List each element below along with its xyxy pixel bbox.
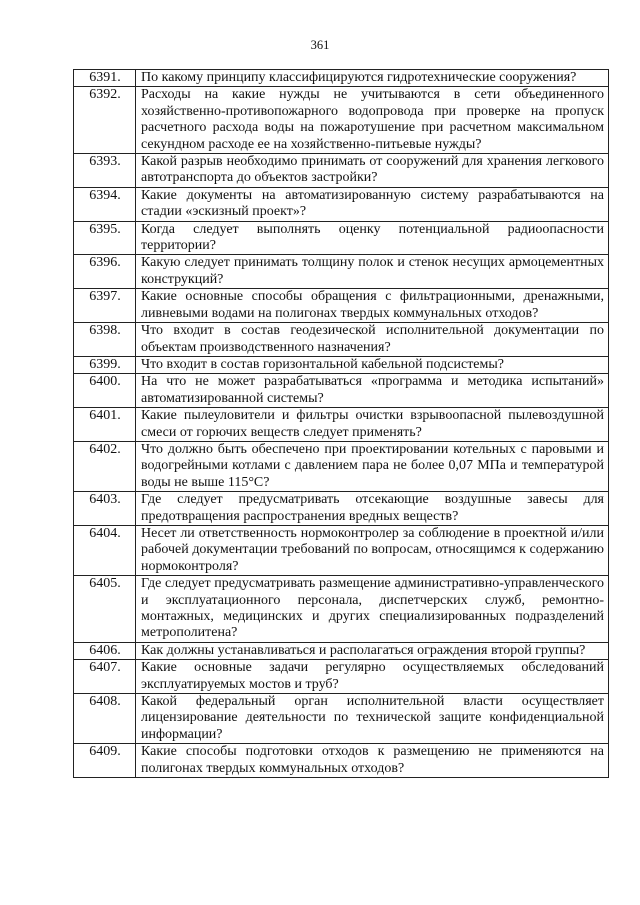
question-text: Расходы на какие нужды не учитываются в сети объединенного хозяйственно-противопожарного водопровода при проверке на пропуск расчетного расхода воды на пожаротушение при расчетном максимальном секундном расходе ее на хозяйственно-питьевые нужды? (136, 87, 609, 154)
question-row (74, 323, 609, 357)
question-row (74, 408, 609, 442)
question-number: 6409. (74, 744, 136, 778)
question-text: Как должны устанавливаться и располагаться ограждения второй группы? (136, 642, 609, 659)
question-text: Где следует предусматривать отсекающие воздушные завесы для предотвращения распространения вредных веществ? (136, 492, 609, 526)
question-text: Что должно быть обеспечено при проектировании котельных с паровыми и водогрейными котлами с давлением пара не более 0,07 МПа и температурой воды не выше 115°С? (136, 441, 609, 491)
question-number: 6403. (74, 492, 136, 526)
question-text: Какие способы подготовки отходов к размещению не применяются на полигонах твердых коммунальных отходов? (136, 744, 609, 778)
question-number: 6408. (74, 694, 136, 744)
questions-table (73, 69, 609, 778)
question-text: По какому принципу классифицируются гидротехнические сооружения? (136, 70, 609, 87)
question-number: 6401. (74, 408, 136, 442)
question-row (74, 492, 609, 526)
question-row (74, 694, 609, 744)
question-row (74, 154, 609, 188)
question-text: Какие пылеуловители и фильтры очистки взрывоопасной пылевоздушной смеси от горючих веществ следует применять? (136, 408, 609, 442)
question-number: 6407. (74, 660, 136, 694)
question-text: Что входит в состав геодезической исполнительной документации по объектам производственного назначения? (136, 323, 609, 357)
question-text: Какой разрыв необходимо принимать от сооружений для хранения легкового автотранспорта до объектов застройки? (136, 154, 609, 188)
question-number: 6400. (74, 374, 136, 408)
question-text: Какую следует принимать толщину полок и стенок несущих армоцементных конструкций? (136, 255, 609, 289)
question-text: Несет ли ответственность нормоконтролер за соблюдение в проектной и/или рабочей документации требований по вопросам, относящимся к содержанию нормоконтроля? (136, 525, 609, 575)
question-row (74, 255, 609, 289)
question-number: 6396. (74, 255, 136, 289)
question-number: 6394. (74, 187, 136, 221)
question-text: Где следует предусматривать размещение административно-управленческого и эксплуатационного персонала, диспетчерских служб, ремонтно-монтажных, медицинских и других специализированных подразделений метрополитена? (136, 576, 609, 643)
question-row (74, 642, 609, 659)
question-number: 6399. (74, 356, 136, 373)
question-text: На что не может разрабатываться «программа и методика испытаний» автоматизированной системы? (136, 374, 609, 408)
question-row (74, 221, 609, 255)
question-number: 6402. (74, 441, 136, 491)
question-number: 6393. (74, 154, 136, 188)
question-text: Какие основные задачи регулярно осуществляемых обследований эксплуатируемых мостов и труб? (136, 660, 609, 694)
question-row (74, 660, 609, 694)
question-number: 6406. (74, 642, 136, 659)
question-text: Что входит в состав горизонтальной кабельной подсистемы? (136, 356, 609, 373)
question-row (74, 87, 609, 154)
question-number: 6398. (74, 323, 136, 357)
question-text: Какой федеральный орган исполнительной власти осуществляет лицензирование деятельности по технической защите конфиденциальной информации? (136, 694, 609, 744)
question-text: Когда следует выполнять оценку потенциальной радиоопасности территории? (136, 221, 609, 255)
question-number: 6397. (74, 289, 136, 323)
question-row (74, 525, 609, 575)
question-row (74, 744, 609, 778)
question-row (74, 187, 609, 221)
question-row (74, 70, 609, 87)
question-row (74, 576, 609, 643)
question-text: Какие документы на автоматизированную систему разрабатываются на стадии «эскизный проект»? (136, 187, 609, 221)
question-number: 6391. (74, 70, 136, 87)
question-number: 6392. (74, 87, 136, 154)
page-number: 361 (310, 38, 330, 52)
question-text: Какие основные способы обращения с фильтрационными, дренажными, ливневыми водами на полигонах твердых коммунальных отходов? (136, 289, 609, 323)
question-row (74, 374, 609, 408)
question-row (74, 441, 609, 491)
question-number: 6405. (74, 576, 136, 643)
question-number: 6395. (74, 221, 136, 255)
question-number: 6404. (74, 525, 136, 575)
questions-table-body (74, 70, 609, 778)
question-row (74, 289, 609, 323)
question-row (74, 356, 609, 373)
